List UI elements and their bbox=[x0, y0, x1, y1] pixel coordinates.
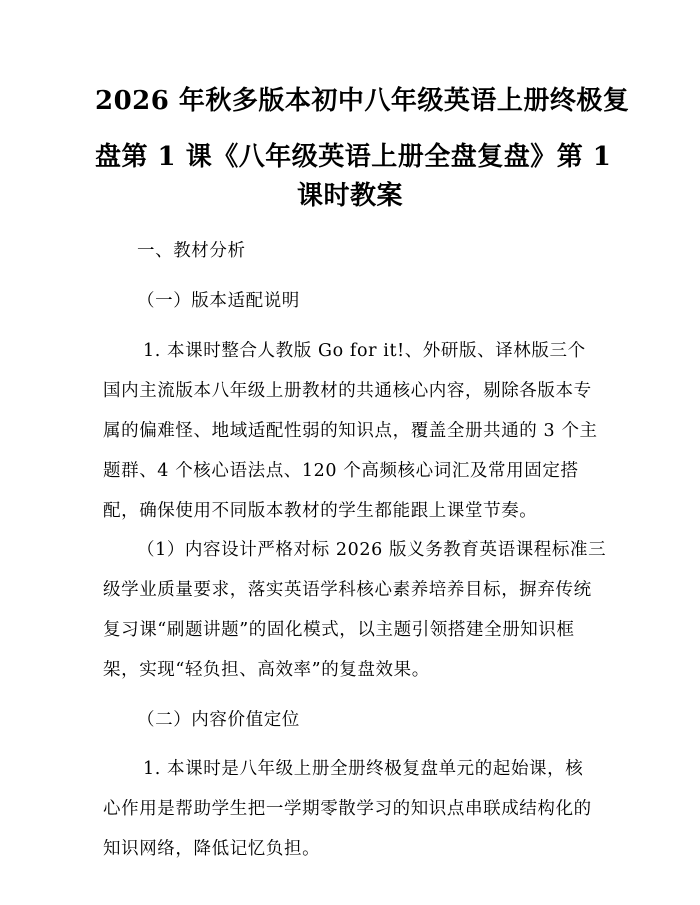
document-title-line-3: 课时教案 bbox=[296, 181, 403, 211]
paragraph-1-line-5: 配，确保使用不同版本教材的学生都能跟上课堂节奏。 bbox=[103, 501, 538, 521]
subsection-heading-content-value: （二）内容价值定位 bbox=[137, 710, 300, 730]
paragraph-3-line-2: 心作用是帮助学生把一学期零散学习的知识点串联成结构化的 bbox=[103, 799, 592, 819]
document-title-line-1: 2026 年秋多版本初中八年级英语上册终极复 bbox=[95, 86, 630, 116]
paragraph-2-line-3: 复习课“刷题讲题”的固化模式，以主题引领搭建全册知识框 bbox=[103, 620, 575, 640]
document-title-line-2: 盘第 1 课《八年级英语上册全盘复盘》第 1 bbox=[95, 142, 612, 172]
paragraph-3-line-3: 知识网络，降低记忆负担。 bbox=[103, 839, 321, 859]
paragraph-3-line-1: 1. 本课时是八年级上册全册终极复盘单元的起始课，核 bbox=[143, 759, 584, 779]
paragraph-1-line-4: 题群、4 个核心语法点、120 个高频核心词汇及常用固定搭 bbox=[103, 461, 579, 481]
paragraph-1-line-3: 属的偏难怪、地域适配性弱的知识点，覆盖全册共通的 3 个主 bbox=[103, 421, 598, 441]
paragraph-2-line-4: 架，实现“轻负担、高效率”的复盘效果。 bbox=[103, 660, 430, 680]
paragraph-1-line-2: 国内主流版本八年级上册教材的共通核心内容，剔除各版本专 bbox=[103, 381, 592, 401]
subsection-heading-version-adaptation: （一）版本适配说明 bbox=[137, 291, 300, 311]
paragraph-2-line-1: （1）内容设计严格对标 2026 版义务教育英语课程标准三 bbox=[137, 540, 607, 560]
section-heading-materials-analysis: 一、教材分析 bbox=[137, 241, 246, 261]
paragraph-1-line-1: 1. 本课时整合人教版 Go for it!、外研版、译林版三个 bbox=[143, 341, 586, 361]
paragraph-2-line-2: 级学业质量要求，落实英语学科核心素养培养目标，摒弃传统 bbox=[103, 580, 592, 600]
